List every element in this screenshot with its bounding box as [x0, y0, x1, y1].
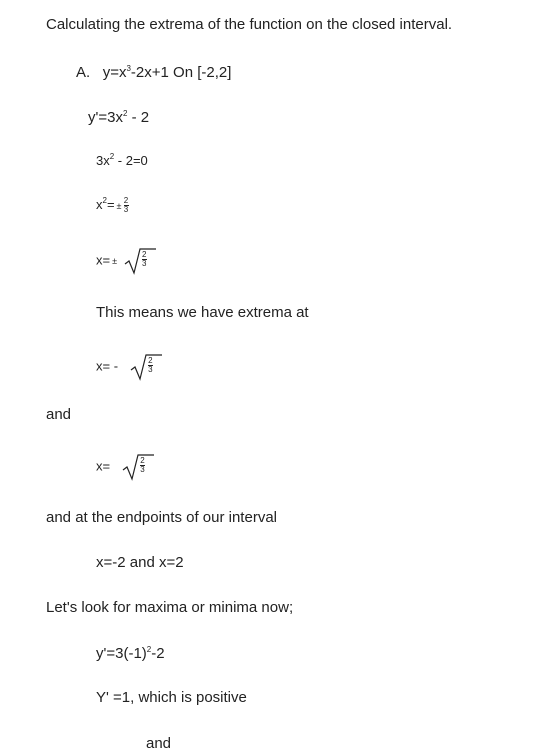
fraction-denominator: 3 [123, 205, 129, 215]
set-zero-pre: 3x [96, 153, 110, 168]
root-numerator: 2 [140, 456, 145, 465]
set-zero-line [96, 152, 148, 170]
endpoints-text: and at the endpoints of our interval [46, 509, 277, 526]
root-numerator: 2 [141, 250, 147, 259]
x-root-pre: x= [96, 252, 111, 268]
item-a-exponent: 3 [126, 64, 131, 73]
and-text-bottom: and [146, 735, 172, 752]
x-root-line [96, 246, 157, 276]
x-squared-equals: = [106, 197, 115, 212]
x-squared-pre: x [96, 197, 103, 212]
item-a-marker: A. [76, 64, 91, 81]
square-root-icon [129, 352, 163, 382]
fraction [124, 197, 129, 214]
maxmin-text: Let's look for maxima or minima now; [46, 599, 294, 616]
root-numerator: 2 [148, 356, 153, 365]
negative-root-line [96, 352, 163, 382]
positive-root-line [96, 452, 155, 482]
plus-minus-symbol: ± [112, 256, 118, 266]
plus-minus-symbol: ± [116, 200, 122, 211]
extrema-text: This means we have extrema at [96, 304, 309, 321]
evaluation-exponent: 2 [146, 645, 152, 654]
root-denominator: 3 [140, 465, 145, 474]
derivative-post: - 2 [127, 109, 150, 126]
item-a-function-post: -2x+1 On [-2,2] [130, 64, 232, 81]
root-denominator: 3 [148, 365, 153, 374]
heading-text: Calculating the extrema of the function on the closed interval. [46, 16, 453, 33]
x-squared-exponent: 2 [102, 196, 107, 205]
derivative-exponent: 2 [122, 109, 128, 118]
item-a-function-pre: y=x [102, 64, 127, 81]
square-root-icon [121, 452, 155, 482]
set-zero-post: - 2=0 [114, 153, 148, 168]
evaluation-line [96, 645, 165, 663]
derivative-pre: y'=3x [88, 109, 123, 126]
negative-root-pre: x= - [96, 358, 119, 374]
evaluation-post: -2 [151, 645, 165, 662]
evaluation-pre: y'=3(-1) [96, 645, 147, 662]
positive-root-pre: x= [96, 458, 111, 474]
x-squared-line [96, 196, 129, 214]
derivative-line [88, 109, 149, 127]
set-zero-exponent: 2 [109, 152, 115, 161]
and-text: and [46, 406, 72, 423]
root-denominator: 3 [141, 259, 147, 268]
fraction-numerator: 2 [123, 196, 129, 206]
endpoints-values: x=-2 and x=2 [96, 554, 184, 571]
item-a [76, 64, 231, 82]
square-root-icon [123, 246, 157, 276]
result-text: Y' =1, which is positive [96, 689, 247, 706]
